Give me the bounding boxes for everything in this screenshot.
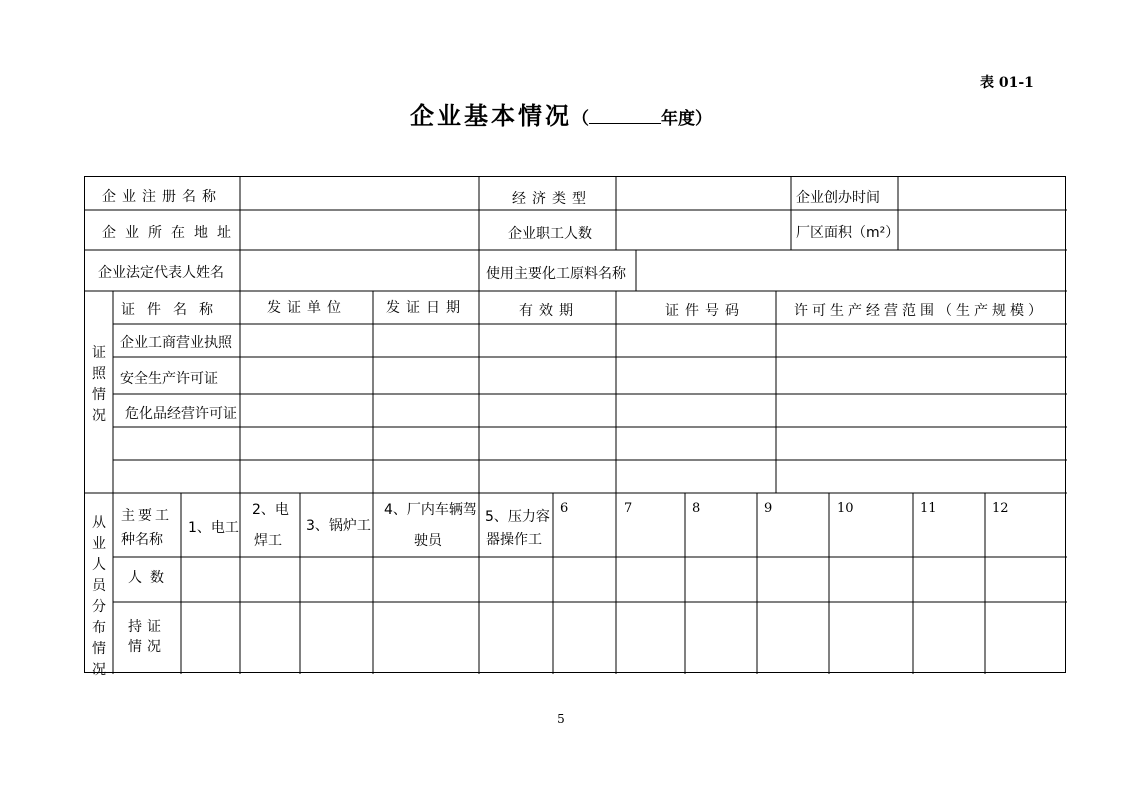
- title-paren-open: （: [572, 109, 589, 129]
- staff-type-11: 11: [920, 501, 937, 516]
- staff-type-9: 9: [764, 501, 773, 516]
- staff-type-6: 6: [560, 501, 569, 516]
- plant-area-label: 厂区面积（m²）: [796, 225, 900, 241]
- employee-count-label: 企业职工人数: [508, 226, 592, 242]
- legal-rep-label: 企业法定代表人姓名: [98, 265, 224, 281]
- cert-header-issue-date: 发证日期: [386, 300, 466, 316]
- cert-row-safety-permit: 安全生产许可证: [120, 371, 218, 387]
- cert-header-validity: 有效期: [519, 303, 579, 319]
- address-label: 企业所在地址: [102, 225, 240, 241]
- staff-type-7: 7: [624, 501, 633, 516]
- cert-header-name: 证件名称: [121, 302, 225, 318]
- staff-type-5: 5、压力容: [485, 509, 550, 525]
- title-text: 企业基本情况: [410, 101, 572, 130]
- cert-section-label: 证照情况: [92, 345, 106, 424]
- staff-type-8: 8: [692, 501, 701, 516]
- founded-time-label: 企业创办时间: [796, 190, 880, 206]
- staff-cert-label-1: 持证: [128, 619, 166, 635]
- staff-type-5-line2: 器操作工: [486, 532, 542, 548]
- staff-cert-label-2: 情况: [128, 639, 166, 655]
- staff-type-2-line2: 焊工: [254, 533, 282, 549]
- table-grid: [85, 177, 1067, 674]
- staff-type-4-line2: 驶员: [414, 533, 442, 549]
- economic-type-label: 经济类型: [512, 191, 592, 207]
- page-title: [0, 96, 1122, 131]
- staff-type-1: 1、电工: [188, 520, 239, 536]
- table-number: 表 01-1: [980, 75, 1034, 91]
- year-blank[interactable]: [589, 107, 661, 124]
- staff-type-label-1: 主要工: [121, 508, 172, 524]
- staff-type-3: 3、锅炉工: [306, 518, 371, 534]
- company-name-label: 企业注册名称: [102, 189, 222, 205]
- staff-type-4: 4、厂内车辆驾: [384, 502, 477, 518]
- basic-info-form: [84, 176, 1066, 678]
- cert-row-hazchem-permit: 危化品经营许可证: [125, 406, 237, 422]
- staff-section-label: 从业人员分布情况: [92, 515, 106, 678]
- staff-type-10: 10: [837, 501, 854, 516]
- page-number: 5: [557, 712, 565, 726]
- staff-type-2: 2、电: [252, 502, 289, 518]
- staff-type-label-2: 种名称: [121, 532, 163, 548]
- title-year-suffix: 年度）: [661, 109, 712, 129]
- chem-material-label: 使用主要化工原料名称: [486, 266, 626, 282]
- cert-header-number: 证件号码: [665, 303, 745, 319]
- staff-type-12: 12: [992, 501, 1009, 516]
- cert-header-scope: 许可生产经营范围（生产规模）: [794, 303, 1046, 319]
- cert-header-issuer: 发证单位: [267, 300, 347, 316]
- staff-count-label: 人数: [128, 570, 172, 586]
- cert-row-business-license: 企业工商营业执照: [120, 335, 232, 351]
